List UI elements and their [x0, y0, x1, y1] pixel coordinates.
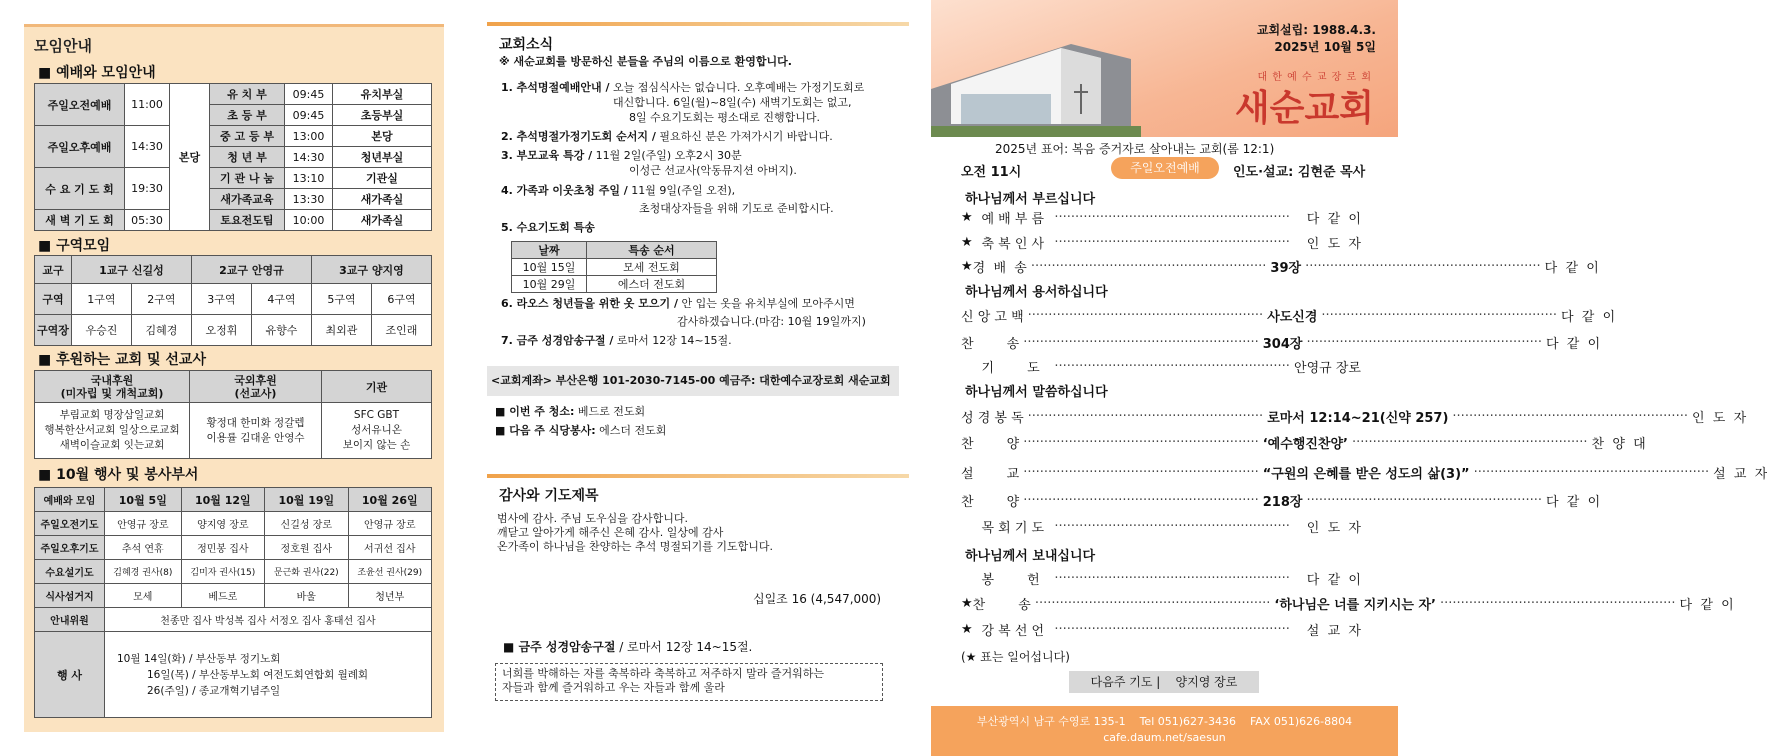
- group-room: 새가족실: [333, 210, 432, 231]
- standing-note: (★ 표는 일어섭니다): [961, 650, 1070, 664]
- serve-cell: 양지영 장로: [181, 512, 264, 536]
- serve-cell: 바울: [265, 584, 348, 608]
- event-item: 10월 14일(화) / 부산동부 정기노회: [117, 652, 281, 665]
- district-head: 2교구 안영규: [191, 256, 311, 284]
- group-time: 14:30: [285, 147, 333, 168]
- district-cell: 5구역: [311, 284, 371, 315]
- special-song-table: [511, 241, 717, 293]
- order-detail: “구원의 은혜를 받은 성도의 삶(3)”: [1262, 466, 1470, 482]
- order-content: ·························································: [1054, 621, 1290, 637]
- group-time: 09:45: [285, 105, 333, 126]
- order-name: 찬 양: [961, 494, 1020, 510]
- star-mark: ★: [961, 258, 973, 274]
- special-head: 특송 순서: [587, 242, 717, 259]
- worship-place: 본당: [170, 84, 210, 231]
- serve-head: 10월 19일: [265, 488, 348, 512]
- order-item: [961, 305, 1616, 325]
- section-serve-title: ■ 10월 행사 및 봉사부서: [38, 467, 199, 483]
- support-cell: SFC GBT 성서유니온 보이지 않는 손: [322, 403, 432, 459]
- order-content: ························································· 304장 ·························································: [1023, 334, 1542, 352]
- order-heading: 하나님께서 용서하십니다: [965, 285, 1108, 300]
- star-mark: ★: [961, 209, 973, 225]
- star-mark: ★: [961, 621, 973, 637]
- district-table: [34, 255, 432, 346]
- serve-label: 수요설기도: [35, 560, 105, 584]
- meal-duty: ■ 다음 주 식당봉사: 에스더 전도회: [495, 424, 667, 437]
- serve-label: 주일오전기도: [35, 512, 105, 536]
- order-item: [961, 232, 1361, 252]
- event-item: 16일(목) / 부산동부노회 여전도회연합회 월례회: [147, 668, 369, 681]
- panel-title: 모임안내: [34, 37, 92, 55]
- order-detail: ‘하나님은 너를 지키시는 자’: [1274, 597, 1436, 613]
- leader-cell: 우승진: [71, 315, 131, 346]
- serve-cell: 김혜경 권사(8): [105, 560, 182, 584]
- order-detail: 사도신경: [1267, 309, 1318, 325]
- year-motto: 2025년 표어: 복음 증거자로 살아내는 교회(롬 12:1): [995, 142, 1275, 156]
- news-item-3-line2: 이성근 선교사(악동뮤지션 아버지).: [629, 164, 797, 177]
- order-heading: 하나님께서 부르십니다: [965, 192, 1096, 207]
- service-badge: 주일오전예배: [1111, 157, 1219, 179]
- welcome-text: ※ 새순교회를 방문하신 분들을 주님의 이름으로 환영합니다.: [499, 55, 792, 68]
- serve-label: 식사섬거지: [35, 584, 105, 608]
- worship-time: 11:00: [125, 84, 170, 126]
- order-name: 기 도: [981, 360, 1040, 376]
- leader-cell: 구역장: [35, 315, 72, 346]
- news-item-4-line2: 초청대상자들을 위해 기도로 준비합시다.: [639, 202, 834, 215]
- order-person: 다 같 이: [1545, 336, 1601, 352]
- section-worship-title: ■ 예배와 모임안내: [38, 65, 156, 81]
- district-cell: 4구역: [251, 284, 311, 315]
- order-item: [961, 490, 1601, 510]
- serve-label: 주일오후기도: [35, 536, 105, 560]
- service-leader: 인도·설교: 김현준 목사: [1233, 165, 1366, 180]
- order-name: 찬 송: [972, 597, 1031, 613]
- district-cell: 3구역: [191, 284, 251, 315]
- founded-date: 교회설립: 1988.4.3.: [1256, 23, 1376, 37]
- group-time: 13:00: [285, 126, 333, 147]
- order-person: 설 교 자: [1306, 623, 1361, 639]
- leader-cell: 오정휘: [191, 315, 251, 346]
- thanks-list: [497, 512, 773, 554]
- district-cell: 6구역: [371, 284, 431, 315]
- news-item-1-line3: 8일 수요기도회는 평소대로 진행합니다.: [629, 111, 820, 124]
- worship-name: 수 요 기 도 회: [35, 168, 125, 210]
- leader-cell: 조인래: [371, 315, 431, 346]
- group-time: 10:00: [285, 210, 333, 231]
- middle-panel: [487, 18, 909, 738]
- cleaning-duty: ■ 이번 주 청소: 베드로 전도회: [495, 405, 646, 418]
- order-item: [961, 593, 1734, 613]
- group-name: 유 치 부: [210, 84, 285, 105]
- news-title: 교회소식: [499, 37, 554, 53]
- news-item-4: 4. 가족과 이웃초청 주일 / 11월 9일(주일 오전),: [501, 184, 736, 197]
- serve-cell: 베드로: [181, 584, 264, 608]
- order-person: 다 같 이: [1306, 211, 1361, 227]
- news-item-2: 2. 추석명절가정기도회 순서지 / 필요하신 분은 가져가시기 바랍니다.: [501, 130, 833, 143]
- header-info: [1257, 22, 1376, 56]
- serve-cell: 문근화 권사(22): [265, 560, 348, 584]
- special-head: 날짜: [512, 242, 587, 259]
- order-person: 인 도 자: [1306, 236, 1361, 252]
- order-content: ························································· “구원의 은혜를 받은 성도의 삶(3)” ·························································: [1023, 464, 1710, 482]
- district-cell: 2구역: [131, 284, 191, 315]
- group-room: 새가족실: [333, 189, 432, 210]
- order-content: ························································· 39장 ·························································: [1030, 258, 1541, 276]
- district-head: 1교구 신길성: [71, 256, 191, 284]
- worship-name: 주일오전예배: [35, 84, 125, 126]
- order-name: 찬 양: [961, 436, 1020, 452]
- worship-time: 19:30: [125, 168, 170, 210]
- order-person: 찬 양 대: [1591, 436, 1646, 452]
- order-item: [961, 406, 1747, 426]
- serve-cell: 김미자 권사(15): [181, 560, 264, 584]
- leader-cell: 유향수: [251, 315, 311, 346]
- leader-cell: 김혜경: [131, 315, 191, 346]
- right-panel: [931, 0, 1767, 756]
- group-time: 13:10: [285, 168, 333, 189]
- guide-value: 천종만 집사 박성복 집사 서정오 집사 홍태선 집사: [105, 608, 432, 632]
- order-content: ························································· 사도신경 ·························································: [1027, 307, 1557, 325]
- order-name: 신 앙 고 백: [961, 309, 1024, 325]
- group-name: 초 등 부: [210, 105, 285, 126]
- order-content: ·························································: [1054, 209, 1290, 225]
- order-content: ·························································: [1054, 518, 1290, 534]
- support-cell: 부림교회 명장삼일교회 행복한산서교회 일상으로교회 새벽이슬교회 잇는교회: [35, 403, 190, 459]
- verse-line: 자들과 함께 즐거워하고 우는 자들과 함께 울라: [502, 681, 725, 694]
- news-item-6: 6. 라오스 청년들을 위한 옷 모으기 / 안 입는 옷을 유치부실에 모아주시면: [501, 297, 855, 310]
- support-head: 국외후원 (선교사): [190, 371, 322, 403]
- order-person: 다 같 이: [1560, 309, 1616, 325]
- group-name: 기 관 나 눔: [210, 168, 285, 189]
- serve-cell: 추석 연휴: [105, 536, 182, 560]
- order-item: [961, 207, 1361, 227]
- order-heading: 하나님께서 말씀하십니다: [965, 385, 1108, 400]
- district-head: 3교구 양지영: [311, 256, 431, 284]
- order-content: ························································· 218장 ·························································: [1023, 492, 1542, 510]
- news-item-6-line2: 감사하겠습니다.(마감: 10월 19일까지): [677, 315, 866, 328]
- order-person: 인 도 자: [1306, 520, 1361, 536]
- order-content: ························································· ‘하나님은 너를 지키시는 자’ ·························································: [1034, 595, 1676, 613]
- church-building-icon: [931, 14, 1141, 137]
- order-item: [961, 516, 1361, 536]
- church-name: 새순교회: [1234, 88, 1374, 129]
- account-text: <교회계좌> 부산은행 101-2030-7145-00 예금주: 대한예수교장로회 새순교회: [491, 374, 891, 387]
- district-head: 교구: [35, 256, 72, 284]
- top-bar: [487, 22, 909, 26]
- left-panel: [24, 24, 444, 732]
- serve-head: 10월 5일: [105, 488, 182, 512]
- group-name: 청 년 부: [210, 147, 285, 168]
- worship-name: 주일오후예배: [35, 126, 125, 168]
- worship-table: [34, 83, 432, 231]
- worship-name: 새 벽 기 도 회: [35, 210, 125, 231]
- order-heading: 하나님께서 보내십니다: [965, 549, 1096, 564]
- section-district-title: ■ 구역모임: [38, 238, 111, 254]
- serve-table: [34, 487, 432, 718]
- next-prayer: 다음주 기도 | 양지영 장로: [1069, 671, 1259, 693]
- support-head: 국내후원 (미자립 및 개척교회): [35, 371, 190, 403]
- order-item: [961, 619, 1361, 639]
- order-content: ·························································: [1054, 358, 1290, 374]
- footer: [931, 706, 1398, 756]
- news-item-1-line2: 대신합니다. 6일(월)~8일(수) 새벽기도회는 없고,: [613, 96, 852, 109]
- worship-time: 05:30: [125, 210, 170, 231]
- order-person: 다 같 이: [1545, 494, 1601, 510]
- tithe-text: 십일조 16 (4,547,000): [753, 592, 882, 606]
- star-mark: ★: [961, 595, 973, 611]
- serve-cell: 조윤선 권사(29): [348, 560, 431, 584]
- order-item: [961, 432, 1646, 452]
- verse-line: 너희를 박해하는 자를 축복하라 축복하고 저주하지 말라 즐거워하는: [502, 667, 825, 680]
- order-item: [961, 332, 1601, 352]
- thanks-line: 깨닫고 알아가게 해주신 은혜 감사. 일상에 감사: [497, 526, 724, 539]
- account-box: [487, 366, 899, 396]
- order-content: ························································· ‘예수행진찬양’ ·························································: [1023, 434, 1588, 452]
- verse-header: ■ 금주 성경암송구절 / 로마서 12장 14~15절.: [503, 640, 753, 654]
- order-detail: 304장: [1262, 336, 1303, 352]
- verse-box: [495, 663, 883, 701]
- guide-label: 안내위원: [35, 608, 105, 632]
- service-time: 오전 11시: [961, 165, 1022, 180]
- denomination: 대 한 예 수 교 장 로 회: [1257, 72, 1372, 83]
- group-time: 09:45: [285, 84, 333, 105]
- order-name: 설 교: [961, 466, 1020, 482]
- news-item-1: 1. 추석명절예배안내 / 오늘 점심식사는 없습니다. 오후예배는 가정기도회로: [501, 81, 865, 94]
- order-name: 축 복 인 사: [981, 236, 1045, 252]
- news-item-3: 3. 부모교육 특강 / 11월 2일(주일) 오후2시 30분: [501, 149, 742, 162]
- serve-cell: 청년부: [348, 584, 431, 608]
- order-person: 다 같 이: [1679, 597, 1734, 613]
- special-cell: 에스더 전도회: [587, 276, 717, 293]
- order-item: [961, 462, 1767, 482]
- serve-cell: 신길성 장로: [265, 512, 348, 536]
- cafe-link[interactable]: cafe.daum.net/saesun: [1103, 731, 1226, 744]
- serve-head: 10월 26일: [348, 488, 431, 512]
- order-detail: ‘예수행진찬양’: [1262, 436, 1348, 452]
- serve-cell: 모세: [105, 584, 182, 608]
- order-item: [961, 356, 1361, 376]
- group-name: 토요전도팀: [210, 210, 285, 231]
- star-mark: ★: [961, 234, 973, 250]
- church-address: 부산광역시 남구 수영로 135-1 Tel 051)627-3436 FAX 051)626-8804: [976, 715, 1353, 728]
- order-name: 목 회 기 도: [981, 520, 1045, 536]
- order-name: 찬 송: [961, 336, 1020, 352]
- order-person: 다 같 이: [1544, 260, 1599, 276]
- leader-cell: 최외관: [311, 315, 371, 346]
- order-content: ·························································: [1054, 570, 1290, 586]
- group-room: 청년부실: [333, 147, 432, 168]
- order-name: 봉 헌: [981, 572, 1040, 588]
- district-cell: 1구역: [71, 284, 131, 315]
- serve-cell: 정민봉 집사: [181, 536, 264, 560]
- order-content: ························································· 로마서 12:14~21(신약 257) ·························································: [1027, 408, 1688, 426]
- support-table: [34, 370, 432, 459]
- order-detail: 218장: [1262, 494, 1303, 510]
- order-name: 예 배 부 름: [981, 211, 1045, 227]
- event-list: [105, 632, 432, 718]
- serve-cell: 서귀선 집사: [348, 536, 431, 560]
- order-person: 인 도 자: [1691, 410, 1747, 426]
- group-name: 새가족교육: [210, 189, 285, 210]
- order-person: 설 교 자: [1713, 466, 1767, 482]
- order-name: 성 경 봉 독: [961, 410, 1024, 426]
- order-content: ·························································: [1054, 234, 1290, 250]
- order-detail: 39장: [1270, 260, 1302, 276]
- group-room: 본당: [333, 126, 432, 147]
- group-name: 중 고 등 부: [210, 126, 285, 147]
- thanks-line: 온가족이 하나님을 찬양하는 추석 명절되기를 기도합니다.: [497, 540, 774, 553]
- order-detail: 로마서 12:14~21(신약 257): [1267, 410, 1449, 426]
- serve-head: 예배와 모임: [35, 488, 105, 512]
- event-item: 26(주일) / 종교개혁기념주일: [147, 684, 281, 697]
- thanks-title: 감사와 기도제목: [499, 488, 599, 504]
- special-cell: 10월 15일: [512, 259, 587, 276]
- thanks-line: 범사에 감사. 주님 도우심을 감사합니다.: [497, 512, 688, 525]
- support-cell: 황정대 한미화 정갈렙 이용률 김대윤 안영수: [190, 403, 322, 459]
- bulletin-date: 2025년 10월 5일: [1274, 40, 1376, 54]
- serve-cell: 정호원 집사: [265, 536, 348, 560]
- group-time: 13:30: [285, 189, 333, 210]
- order-item: [961, 256, 1599, 276]
- order-item: [961, 568, 1361, 588]
- order-name: 강 복 선 언: [981, 623, 1045, 639]
- order-name: 경 배 송: [972, 260, 1027, 276]
- order-person: 다 같 이: [1306, 572, 1361, 588]
- support-head: 기관: [322, 371, 432, 403]
- special-cell: 모세 전도회: [587, 259, 717, 276]
- news-item-5: 5. 수요기도회 특송: [501, 221, 595, 234]
- divider-bar: [487, 474, 909, 478]
- section-support-title: ■ 후원하는 교회 및 선교사: [38, 352, 206, 368]
- event-label: 행 사: [35, 632, 105, 718]
- group-room: 기관실: [333, 168, 432, 189]
- serve-cell: 안영규 장로: [348, 512, 431, 536]
- serve-cell: 안영규 장로: [105, 512, 182, 536]
- special-cell: 10월 29일: [512, 276, 587, 293]
- serve-head: 10월 12일: [181, 488, 264, 512]
- order-person: 안영규 장로: [1294, 360, 1361, 376]
- group-room: 초등부실: [333, 105, 432, 126]
- news-item-7: 7. 금주 성경암송구절 / 로마서 12장 14~15절.: [501, 334, 732, 347]
- worship-time: 14:30: [125, 126, 170, 168]
- district-cell: 구역: [35, 284, 72, 315]
- group-room: 유치부실: [333, 84, 432, 105]
